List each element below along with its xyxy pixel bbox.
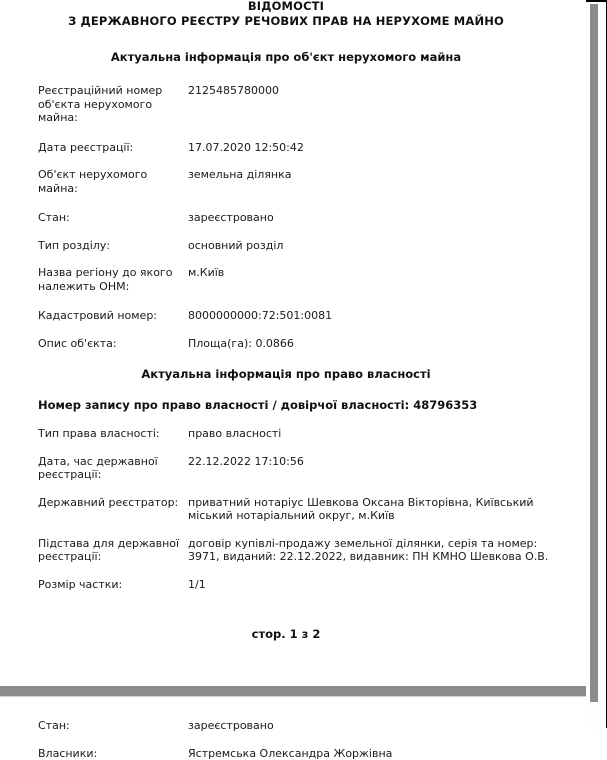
page-top-spacer <box>0 697 586 719</box>
field-row-registration-number <box>0 84 586 125</box>
field-value: зареєстровано <box>188 719 586 733</box>
field-label: Тип розділу: <box>38 239 188 253</box>
field-value: 2125485780000 <box>188 84 586 98</box>
field-label: Дата, час державної реєстрації: <box>38 455 188 482</box>
field-row-property-object <box>0 168 586 195</box>
field-label: Дата реєстрації: <box>38 141 188 155</box>
page-indicator: стор. 1 з 2 <box>0 627 586 641</box>
field-row-region-name <box>0 266 586 293</box>
field-value: право власності <box>188 427 586 441</box>
field-value: Ястремська Олександра Жоржівна <box>188 747 586 760</box>
document-title-line-2: З ДЕРЖАВНОГО РЕЄСТРУ РЕЧОВИХ ПРАВ НА НЕРУХОМЕ МАЙНО <box>0 15 586 29</box>
field-label: Підстава для державної реєстрації: <box>38 537 188 564</box>
page-bottom-spacer <box>0 641 586 669</box>
field-label: Опис об'єкта: <box>38 337 188 351</box>
field-label: Назва регіону до якого належить ОНМ: <box>38 266 188 293</box>
field-row-state-registrar <box>0 496 586 523</box>
field-row-state-registration-datetime <box>0 455 586 482</box>
field-value: 1/1 <box>188 578 586 592</box>
field-value: приватний нотаріус Шевкова Оксана Вікторівна, Київський міський нотаріальний округ, м.Київ <box>188 496 586 523</box>
section-heading-ownership-info: Актуальна інформація про право власності <box>0 367 586 381</box>
field-label: Розмір частки: <box>38 578 188 592</box>
field-row-owners <box>0 747 586 760</box>
field-value: 8000000000:72:501:0081 <box>188 309 586 323</box>
field-label: Тип права власності: <box>38 427 188 441</box>
ownership-info-fields <box>0 427 586 591</box>
field-label: Державний реєстратор: <box>38 496 188 510</box>
field-label: Кадастровий номер: <box>38 309 188 323</box>
field-label: Реєстраційний номер об'єкта нерухомого майна: <box>38 84 188 125</box>
field-value: м.Київ <box>188 266 586 280</box>
field-label: Власники: <box>38 747 188 760</box>
field-value: земельна ділянка <box>188 168 586 182</box>
field-value: зареєстровано <box>188 211 586 225</box>
document-title-line-1: ВІДОМОСТІ <box>0 0 586 14</box>
field-row-registration-basis <box>0 537 586 564</box>
field-row-section-type <box>0 239 586 253</box>
property-info-fields <box>0 84 586 350</box>
field-row-registration-date <box>0 141 586 155</box>
page-separator-bar <box>0 686 586 697</box>
field-row-state <box>0 211 586 225</box>
vertical-scrollbar-thumb[interactable] <box>590 4 598 702</box>
field-label: Об'єкт нерухомого майна: <box>38 168 188 195</box>
field-row-ownership-type <box>0 427 586 441</box>
field-value: Площа(га): 0.0866 <box>188 337 586 351</box>
section-heading-property-info: Актуальна інформація про об'єкт нерухомого майна <box>0 50 586 64</box>
field-value: договір купівлі-продажу земельної ділянки, серія та номер: 3971, виданий: 22.12.2022, видавник: ПН КМНО Шевкова О.В. <box>188 537 586 564</box>
ownership-record-number: Номер запису про право власності / довірчої власності: 48796353 <box>0 398 586 412</box>
field-label: Стан: <box>38 211 188 225</box>
field-row-cadastral-number <box>0 309 586 323</box>
field-value: 22.12.2022 17:10:56 <box>188 455 586 469</box>
page2-fields <box>0 719 586 760</box>
document-page-2 <box>0 697 586 760</box>
field-value: основний розділ <box>188 239 586 253</box>
field-label: Стан: <box>38 719 188 733</box>
field-value: 17.07.2020 12:50:42 <box>188 141 586 155</box>
field-row-state-page2 <box>0 719 586 733</box>
field-row-share-size <box>0 578 586 592</box>
page-separator <box>0 669 586 697</box>
field-row-object-description <box>0 337 586 351</box>
